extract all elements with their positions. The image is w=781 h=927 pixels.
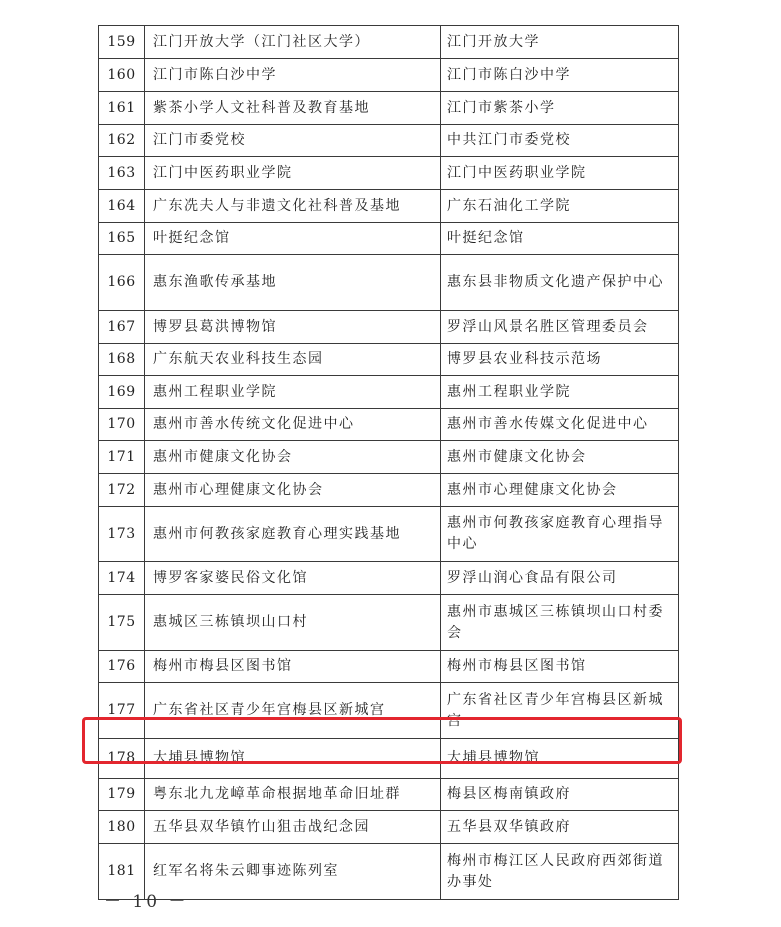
row-number: 162 bbox=[99, 125, 145, 157]
table-row bbox=[99, 562, 679, 595]
table-row bbox=[99, 409, 679, 441]
table-row bbox=[99, 255, 679, 311]
row-number: 181 bbox=[99, 844, 145, 900]
row-number: 161 bbox=[99, 92, 145, 125]
row-number: 172 bbox=[99, 474, 145, 507]
base-name: 叶挺纪念馆 bbox=[145, 223, 441, 255]
base-name: 五华县双华镇竹山狙击战纪念园 bbox=[145, 811, 441, 844]
host-unit: 大埔县博物馆 bbox=[441, 739, 679, 779]
row-number: 163 bbox=[99, 157, 145, 190]
row-number: 164 bbox=[99, 190, 145, 223]
base-name: 梅州市梅县区图书馆 bbox=[145, 651, 441, 683]
row-number: 171 bbox=[99, 441, 145, 474]
row-highlight-box bbox=[82, 717, 682, 764]
table-row bbox=[99, 26, 679, 59]
row-number: 174 bbox=[99, 562, 145, 595]
base-list-table bbox=[98, 25, 679, 900]
row-number: 180 bbox=[99, 811, 145, 844]
row-number: 166 bbox=[99, 255, 145, 311]
table-row bbox=[99, 651, 679, 683]
row-number: 168 bbox=[99, 344, 145, 376]
base-name: 紫茶小学人文社科普及教育基地 bbox=[145, 92, 441, 125]
table-row bbox=[99, 595, 679, 651]
host-unit: 叶挺纪念馆 bbox=[441, 223, 679, 255]
base-name: 江门市委党校 bbox=[145, 125, 441, 157]
table-row bbox=[99, 125, 679, 157]
table-row bbox=[99, 474, 679, 507]
table-row bbox=[99, 779, 679, 811]
base-name: 博罗客家婆民俗文化馆 bbox=[145, 562, 441, 595]
base-name: 博罗县葛洪博物馆 bbox=[145, 311, 441, 344]
host-unit: 惠州市何教孩家庭教育心理指导中心 bbox=[441, 507, 679, 562]
base-name: 红军名将朱云卿事迹陈列室 bbox=[145, 844, 441, 900]
host-unit: 惠东县非物质文化遗产保护中心 bbox=[441, 255, 679, 311]
host-unit: 罗浮山润心食品有限公司 bbox=[441, 562, 679, 595]
host-unit: 江门开放大学 bbox=[441, 26, 679, 59]
base-name: 大埔县博物馆 bbox=[145, 739, 441, 779]
row-number: 167 bbox=[99, 311, 145, 344]
table-row bbox=[99, 190, 679, 223]
row-number: 179 bbox=[99, 779, 145, 811]
base-name: 江门市陈白沙中学 bbox=[145, 59, 441, 92]
table-row bbox=[99, 811, 679, 844]
base-name: 广东省社区青少年宫梅县区新城宫 bbox=[145, 683, 441, 739]
base-name: 惠城区三栋镇坝山口村 bbox=[145, 595, 441, 651]
row-number: 177 bbox=[99, 683, 145, 739]
base-name: 江门中医药职业学院 bbox=[145, 157, 441, 190]
host-unit: 广东省社区青少年宫梅县区新城宫 bbox=[441, 683, 679, 739]
host-unit: 梅州市梅江区人民政府西郊街道办事处 bbox=[441, 844, 679, 900]
host-unit: 惠州市惠城区三栋镇坝山口村委会 bbox=[441, 595, 679, 651]
host-unit: 惠州工程职业学院 bbox=[441, 376, 679, 409]
base-name: 惠州市心理健康文化协会 bbox=[145, 474, 441, 507]
row-number: 173 bbox=[99, 507, 145, 562]
base-name: 粤东北九龙嶂革命根据地革命旧址群 bbox=[145, 779, 441, 811]
base-name: 广东冼夫人与非遗文化社科普及基地 bbox=[145, 190, 441, 223]
table-body bbox=[99, 26, 679, 900]
host-unit: 罗浮山风景名胜区管理委员会 bbox=[441, 311, 679, 344]
host-unit: 江门市陈白沙中学 bbox=[441, 59, 679, 92]
table-row bbox=[99, 223, 679, 255]
host-unit: 惠州市善水传媒文化促进中心 bbox=[441, 409, 679, 441]
table-row bbox=[99, 344, 679, 376]
host-unit: 江门市紫茶小学 bbox=[441, 92, 679, 125]
base-name: 惠州市善水传统文化促进中心 bbox=[145, 409, 441, 441]
page-number: － 10 － bbox=[104, 892, 189, 912]
row-number: 178 bbox=[99, 739, 145, 779]
host-unit: 五华县双华镇政府 bbox=[441, 811, 679, 844]
host-unit: 梅州市梅县区图书馆 bbox=[441, 651, 679, 683]
row-number: 176 bbox=[99, 651, 145, 683]
table-row bbox=[99, 441, 679, 474]
table-row bbox=[99, 376, 679, 409]
host-unit: 梅县区梅南镇政府 bbox=[441, 779, 679, 811]
base-name: 广东航天农业科技生态园 bbox=[145, 344, 441, 376]
row-number: 169 bbox=[99, 376, 145, 409]
base-name: 惠州市何教孩家庭教育心理实践基地 bbox=[145, 507, 441, 562]
table-row bbox=[99, 507, 679, 562]
row-number: 160 bbox=[99, 59, 145, 92]
base-name: 江门开放大学（江门社区大学） bbox=[145, 26, 441, 59]
row-number: 165 bbox=[99, 223, 145, 255]
base-name: 惠州工程职业学院 bbox=[145, 376, 441, 409]
host-unit: 中共江门市委党校 bbox=[441, 125, 679, 157]
row-number: 175 bbox=[99, 595, 145, 651]
table-row bbox=[99, 59, 679, 92]
table-row bbox=[99, 92, 679, 125]
row-number: 170 bbox=[99, 409, 145, 441]
host-unit: 博罗县农业科技示范场 bbox=[441, 344, 679, 376]
table-row bbox=[99, 311, 679, 344]
host-unit: 惠州市健康文化协会 bbox=[441, 441, 679, 474]
host-unit: 江门中医药职业学院 bbox=[441, 157, 679, 190]
base-name: 惠州市健康文化协会 bbox=[145, 441, 441, 474]
host-unit: 广东石油化工学院 bbox=[441, 190, 679, 223]
host-unit: 惠州市心理健康文化协会 bbox=[441, 474, 679, 507]
table-row bbox=[99, 157, 679, 190]
base-name: 惠东渔歌传承基地 bbox=[145, 255, 441, 311]
row-number: 159 bbox=[99, 26, 145, 59]
